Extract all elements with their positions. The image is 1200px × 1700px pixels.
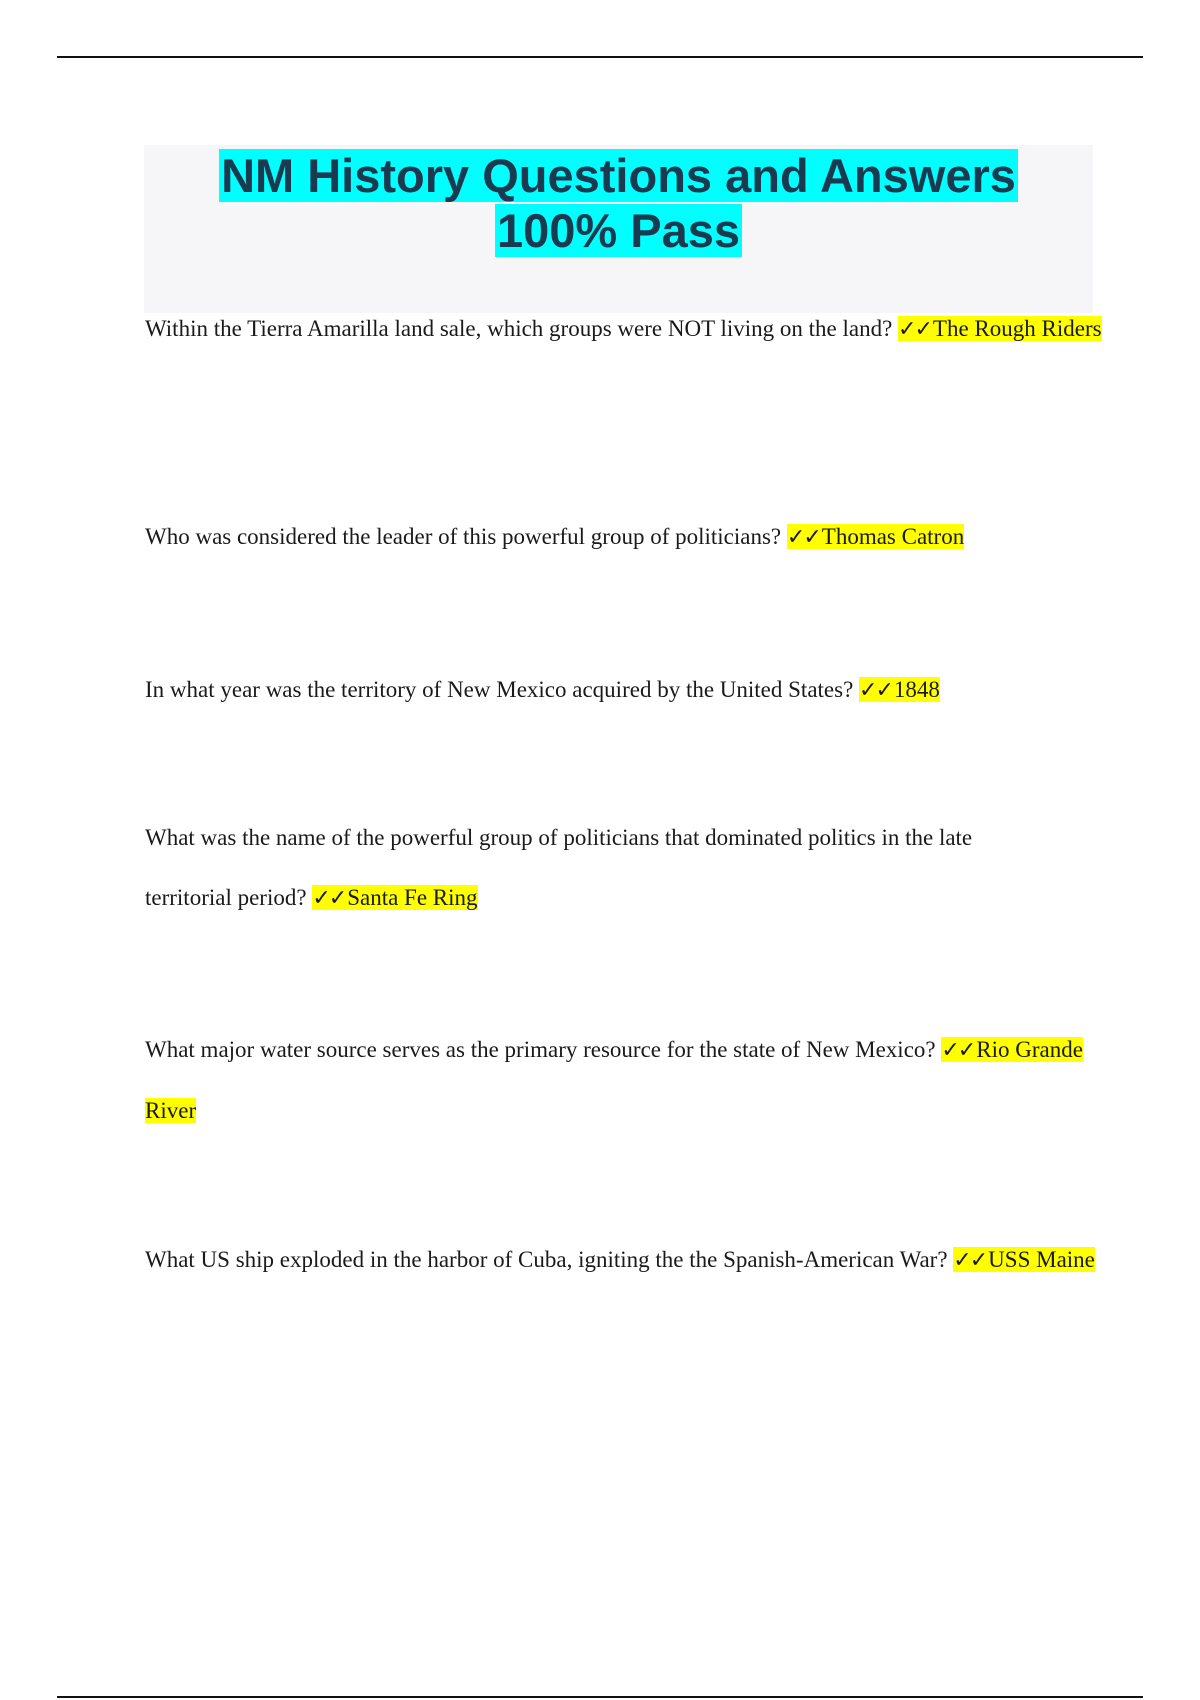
answer-highlight — [898, 316, 1102, 341]
answer-text: Rio Grande River — [145, 1037, 1083, 1123]
question-text: Within the Tierra Amarilla land sale, which groups were NOT living on the land? — [145, 316, 893, 341]
double-check-icon: ✓✓ — [786, 525, 820, 550]
question-text: What US ship exploded in the harbor of Cuba, igniting the the Spanish-American War? — [145, 1247, 948, 1272]
answer-highlight — [859, 677, 940, 702]
qa-item-1 — [145, 299, 1105, 360]
double-check-icon: ✓✓ — [859, 678, 892, 703]
qa-item-4 — [145, 808, 1045, 929]
double-check-icon: ✓✓ — [898, 317, 931, 342]
answer-text: The Rough Riders — [932, 316, 1102, 341]
answer-highlight — [787, 524, 964, 549]
page-title — [144, 145, 1093, 258]
qa-item-2 — [145, 507, 1105, 568]
answer-text: 1848 — [893, 677, 940, 702]
title-line-1: NM History Questions and Answers — [221, 149, 1016, 202]
question-text: Who was considered the leader of this powerful group of politicians? — [145, 524, 782, 549]
question-text: What was the name of the powerful group of politicians that dominated politics in the late territorial period? — [145, 825, 973, 910]
question-text: What major water source serves as the primary resource for the state of New Mexico? — [145, 1037, 936, 1062]
title-line-2: 100% Pass — [496, 204, 741, 257]
bottom-rule — [57, 1696, 1143, 1698]
qa-item-6 — [145, 1230, 1105, 1291]
qa-item-5 — [145, 1020, 1105, 1141]
double-check-icon: ✓✓ — [312, 886, 346, 911]
question-text: In what year was the territory of New Mexico acquired by the United States? — [145, 677, 854, 702]
answer-highlight — [312, 885, 477, 910]
double-check-icon: ✓✓ — [941, 1038, 975, 1063]
double-check-icon: ✓✓ — [953, 1248, 987, 1273]
top-rule — [57, 56, 1143, 58]
answer-text: USS Maine — [988, 1247, 1095, 1272]
qa-item-3 — [145, 660, 1105, 721]
answer-highlight — [953, 1247, 1095, 1272]
title-banner — [144, 145, 1093, 313]
answer-text: Thomas Catron — [821, 524, 965, 549]
answer-text: Santa Fe Ring — [347, 885, 478, 910]
